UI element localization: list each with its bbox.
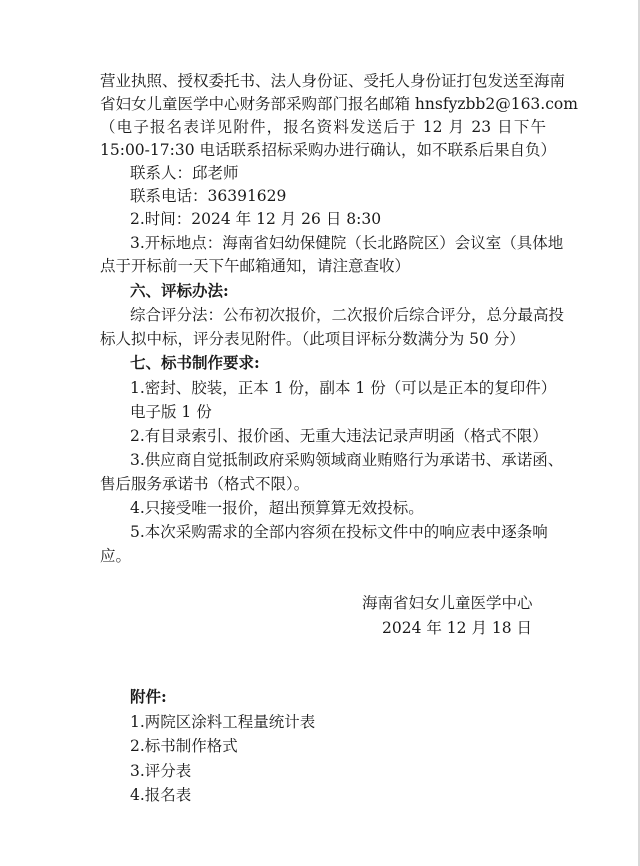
body-line-3: （电子报名表详见附件，报名资料发送后于 12 月 23 日下午 <box>100 118 546 136</box>
bid-time: 2.时间：2024 年 12 月 26 日 8:30 <box>130 210 382 228</box>
body-line-2: 省妇女儿童医学中心财务部采购部门报名邮箱 hnsfyzbb2@163.com <box>100 95 578 113</box>
req-5-line-1: 5.本次采购需求的全部内容须在投标文件中的响应表中逐条响 <box>130 523 548 541</box>
eval-line-2: 标人拟中标，评分表见附件。（此项目评标分数满分为 50 分） <box>100 330 525 348</box>
req-3-line-2: 售后服务承诺书（格式不限）。 <box>100 475 310 493</box>
attachment-item-4: 4.报名表 <box>130 786 192 804</box>
req-3-line-1: 3.供应商自觉抵制政府采购领域商业贿赂行为承诺书、承诺函、 <box>130 451 564 469</box>
bid-place-line-2: 点于开标前一天下午邮箱通知，请注意查收） <box>100 257 411 275</box>
signature-org: 海南省妇女儿童医学中心 <box>362 594 533 612</box>
signature-date: 2024 年 12 月 18 日 <box>382 619 533 637</box>
req-2: 2.有目录索引、报价函、无重大违法记录声明函（格式不限） <box>130 427 548 445</box>
req-5-line-2: 应。 <box>100 547 132 565</box>
attachment-item-3: 3.评分表 <box>130 762 192 780</box>
attachment-item-2: 2.标书制作格式 <box>130 737 238 755</box>
eval-line-1: 综合评分法：公布初次报价，二次报价后综合评分，总分最高投 <box>130 306 565 324</box>
req-1-line-2: 电子版 1 份 <box>130 403 212 421</box>
bid-place-line-1: 3.开标地点：海南省妇幼保健院（长北路院区）会议室（具体地 <box>130 234 564 252</box>
section-7-title: 七、标书制作要求: <box>130 353 260 372</box>
body-line-4: 15:00-17:30 电话联系招标采购办进行确认，如不联系后果自负） <box>100 141 557 159</box>
section-6-title: 六、评标办法: <box>130 281 229 300</box>
req-1-line-1: 1.密封、胶装，正本 1 份，副本 1 份（可以是正本的复印件） <box>130 379 557 397</box>
attachment-item-1: 1.两院区涂料工程量统计表 <box>130 713 316 731</box>
attachments-title: 附件: <box>130 687 167 706</box>
contact-person: 联系人：邱老师 <box>130 164 239 182</box>
contact-phone: 联系电话：36391629 <box>130 187 287 205</box>
req-4: 4.只接受唯一报价，超出预算算无效投标。 <box>130 499 424 517</box>
body-line-1: 营业执照、授权委托书、法人身份证、受托人身份证打包发送至海南 <box>100 72 566 90</box>
